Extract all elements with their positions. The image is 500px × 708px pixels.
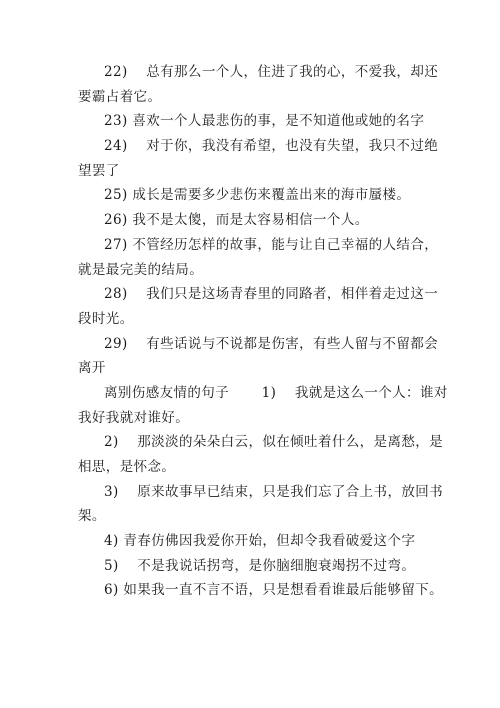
paragraph-line: 5) 不是我说话拐弯，是你脑细胞衰竭拐不过弯。 (104, 557, 416, 574)
paragraph-continuation-line: 望罢了 (78, 162, 120, 179)
text-body (78, 60, 448, 603)
paragraph-line: 3) 原来故事早已结束，只是我们忘了合上书，放回书 (104, 483, 444, 500)
paragraph-line: 29) 有些话说与不说都是伤害，有些人留与不留都会 (104, 335, 439, 352)
paragraph-continuation-line: 段时光。 (78, 310, 134, 327)
paragraph-line: 27) 不管经历怎样的故事，能与让自己幸福的人结合， (104, 236, 439, 253)
paragraph-line: 25) 成长是需要多少悲伤来覆盖出来的海市蜃楼。 (104, 187, 411, 204)
paragraph-continuation-line: 相思，是怀念。 (78, 459, 176, 475)
paragraph-continuation-line: 离开 (78, 360, 106, 377)
paragraph-continuation-line: 我好我就对谁好。 (78, 409, 190, 426)
paragraph-continuation-line: 要霸占着它。 (78, 88, 162, 105)
paragraph-line: 2) 那淡淡的朵朵白云，似在倾吐着什么，是离愁，是 (104, 434, 444, 451)
paragraph-line: 23) 喜欢一个人最悲伤的事，是不知道他或她的名字 (104, 113, 425, 130)
paragraph-line: 22) 总有那么一个人，住进了我的心，不爱我，却还 (104, 64, 439, 80)
paragraph-continuation-line: 架。 (78, 508, 106, 525)
paragraph-continuation-line: 就是最完美的结局。 (78, 261, 204, 278)
paragraph-line: 24) 对于你，我没有希望，也没有失望，我只不过绝 (104, 138, 439, 155)
paragraph-line: 离别伤感友情的句子 1) 我就是这么一个人：谁对 (104, 384, 448, 401)
paragraph-line: 26) 我不是太傻，而是太容易相信一个人。 (104, 212, 369, 229)
paragraph-line: 28) 我们只是这场青春里的同路者，相伴着走过这一 (104, 286, 439, 303)
paragraph-line: 6) 如果我一直不言不语，只是想看看谁最后能够留下。 (104, 582, 444, 599)
paragraph-line: 4) 青春仿佛因我爱你开始，但却令我看破爱这个字 (104, 533, 416, 550)
